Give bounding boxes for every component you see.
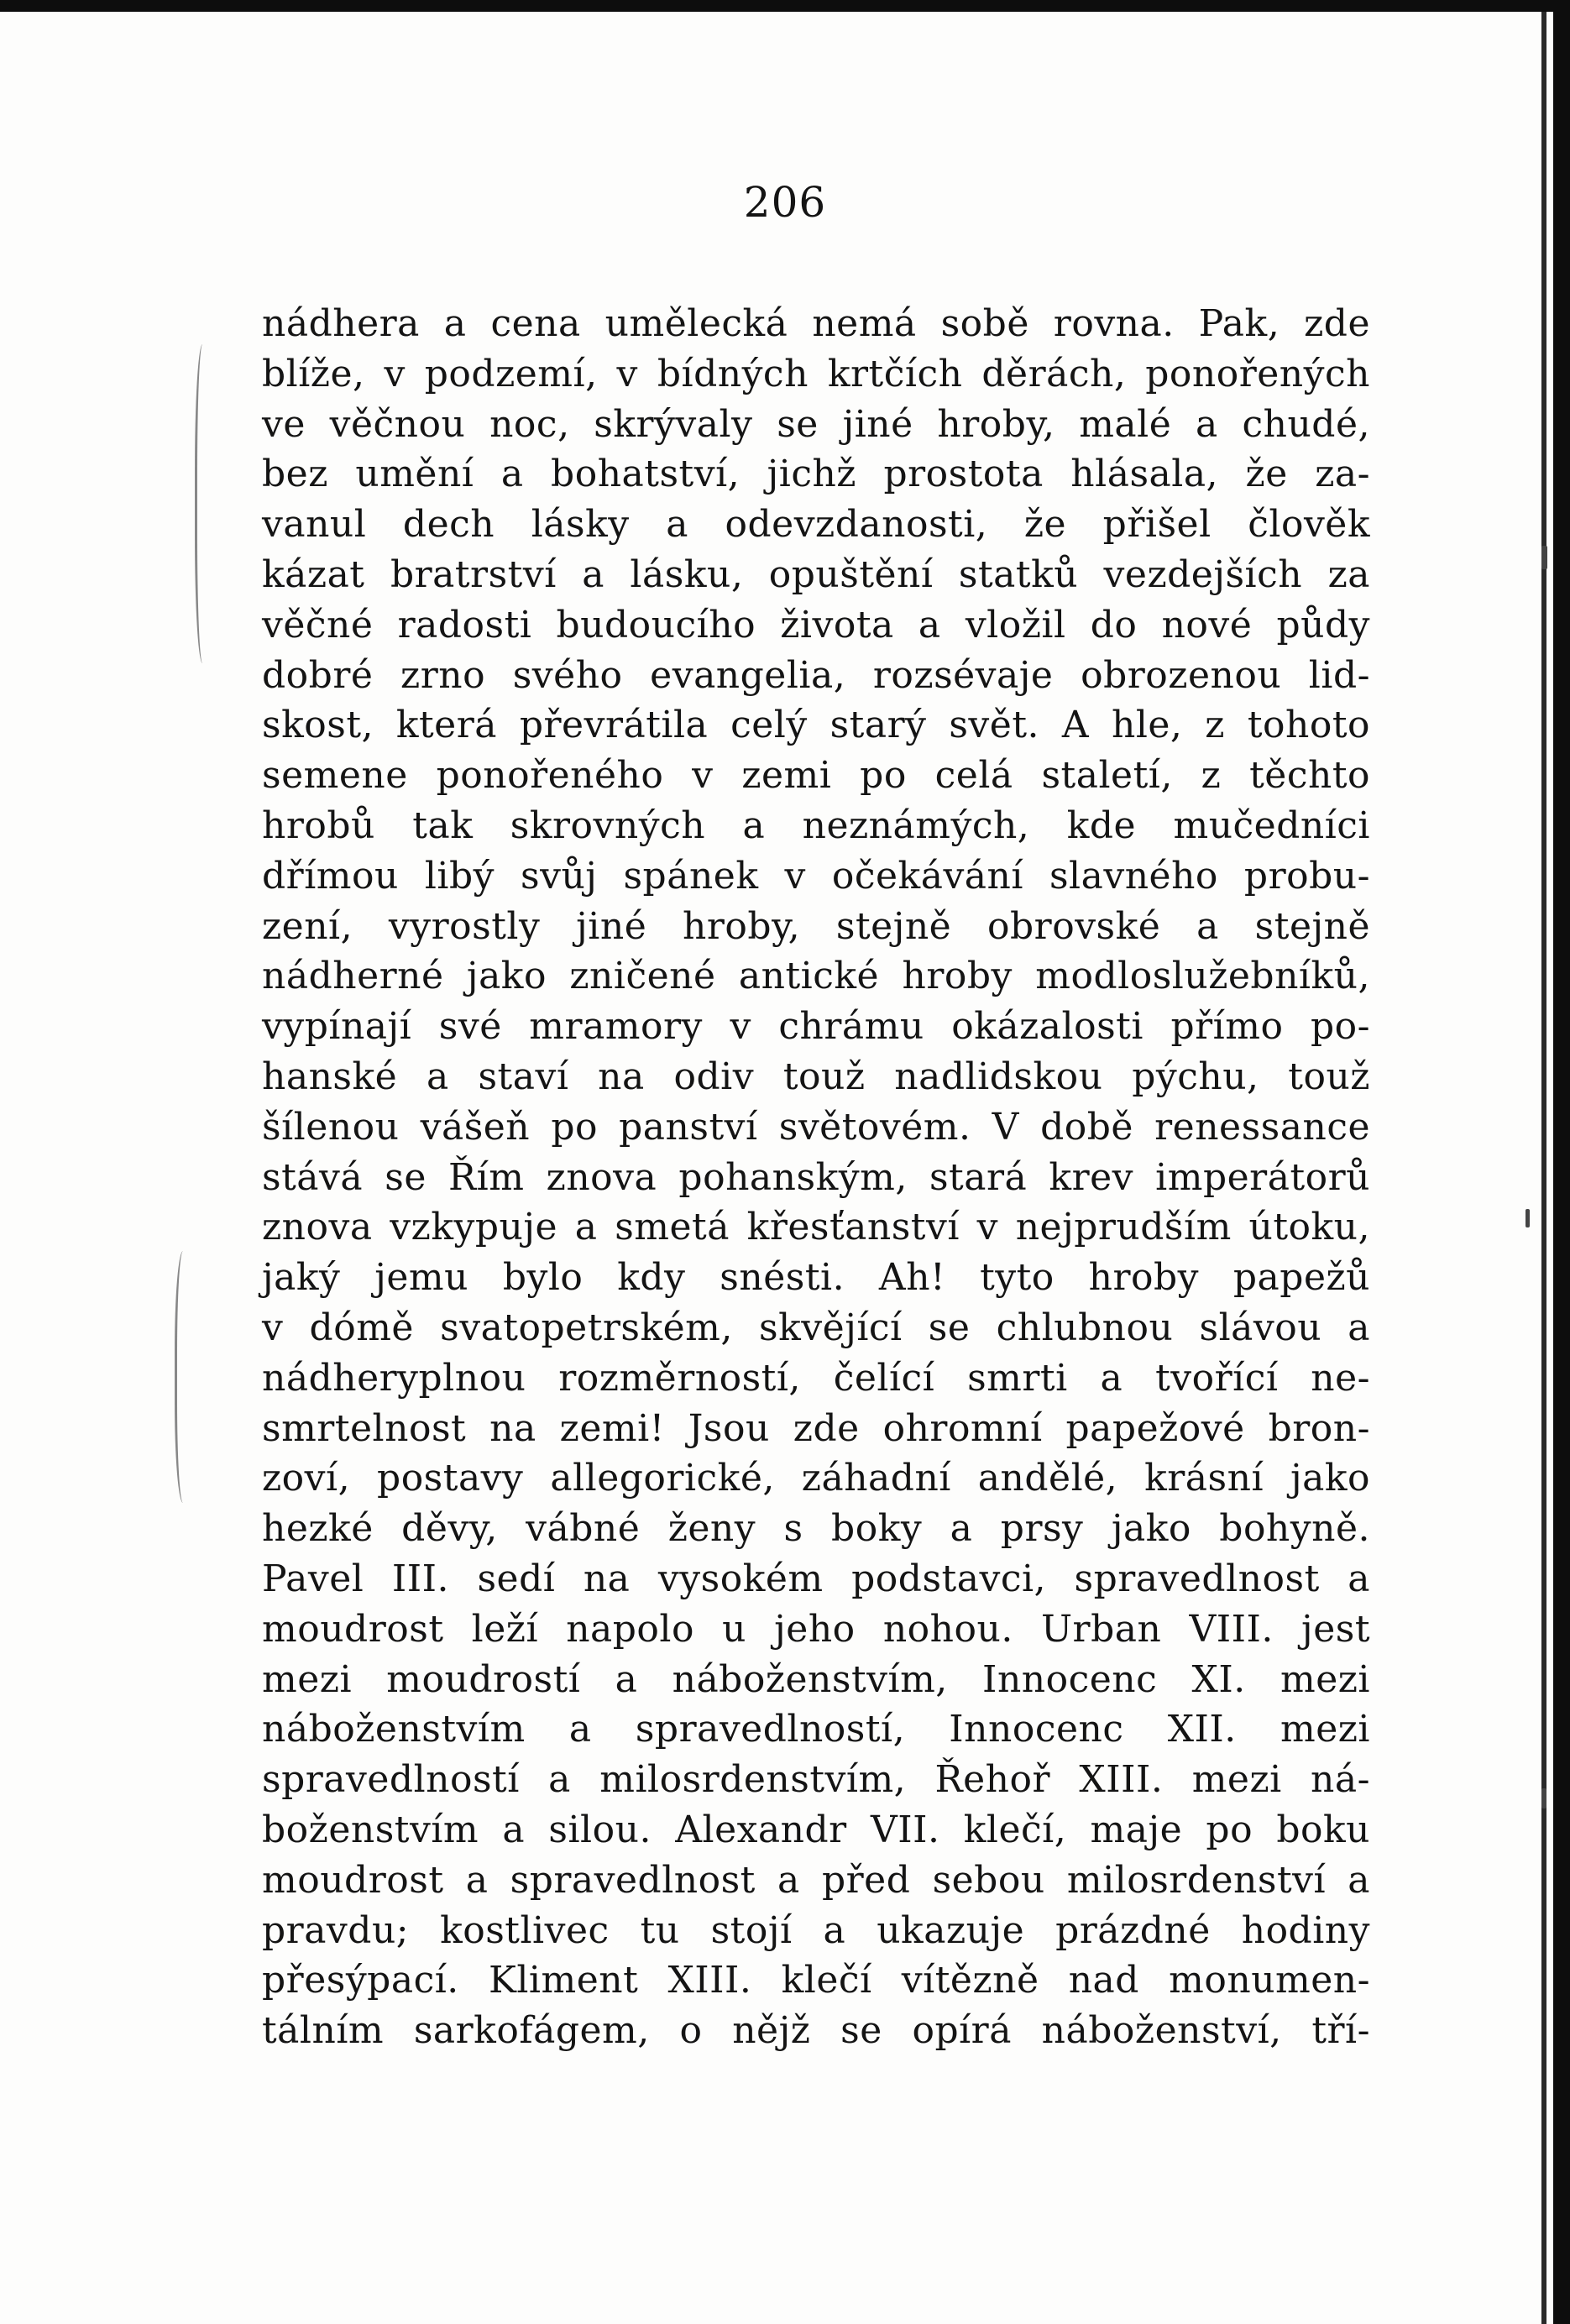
- text-line: bez umění a bohatství, jichž prostota hlásala, že za-: [262, 453, 1370, 496]
- text-line: nádhera a cena umělecká nemá sobě rovna. Pak, zde: [262, 302, 1370, 345]
- text-line: kázat bratrství a lásku, opuštění statků vezdejších za: [262, 552, 1370, 596]
- text-line: vypínají své mramory v chrámu okázalosti přímo po-: [262, 1005, 1370, 1049]
- text-line: Pavel III. sedí na vysokém podstavci, spravedlnost a: [262, 1557, 1370, 1600]
- text-line: hrobů tak skrovných a neznámých, kde mučedníci: [262, 803, 1370, 847]
- text-line: hanské a staví na odiv touž nadlidskou pýchu, touž: [262, 1055, 1370, 1098]
- text-line: nádherné jako zničené antické hroby modloslužebníků,: [262, 955, 1370, 998]
- text-line: tálním sarkofágem, o nějž se opírá náboženství, tří-: [262, 2009, 1370, 2053]
- text-line: šílenou vášeň po panství světovém. V době renessance: [262, 1105, 1370, 1149]
- page-edge-line: [1541, 12, 1546, 2324]
- text-line: vanul dech lásky a odevzdanosti, že přišel člověk: [262, 503, 1370, 547]
- scan-speck: [1526, 1209, 1530, 1227]
- text-line: boženstvím a silou. Alexandr VII. klečí, maje po boku: [262, 1808, 1370, 1851]
- text-line: blíže, v podzemí, v bídných krtčích děrách, ponořených: [262, 352, 1370, 395]
- text-line: ve věčnou noc, skrývaly se jiné hroby, malé a chudé,: [262, 402, 1370, 446]
- text-line: mezi moudrostí a náboženstvím, Innocenc XI. mezi: [262, 1657, 1370, 1701]
- text-line: pravdu; kostlivec tu stojí a ukazuje prázdné hodiny: [262, 1908, 1370, 1952]
- text-line: náboženstvím a spravedlností, Innocenc XII. mezi: [262, 1708, 1370, 1751]
- text-line: semene ponořeného v zemi po celá staletí, z těchto: [262, 754, 1370, 798]
- text-line: dobré zrno svého evangelia, rozsévaje obrozenou lid-: [262, 653, 1370, 697]
- scan-speck: [1541, 1788, 1546, 1808]
- text-line: zení, vyrostly jiné hroby, stejně obrovské a stejně: [262, 904, 1370, 948]
- body-text: [262, 299, 1370, 2056]
- text-line: smrtelnost na zemi! Jsou zde ohromní papežové bron-: [262, 1406, 1370, 1450]
- text-line: v dómě svatopetrském, skvějící se chlubnou slávou a: [262, 1306, 1370, 1349]
- scan-border-top: [0, 0, 1570, 12]
- scan-speck: [1541, 546, 1547, 569]
- scan-border-right: [1553, 0, 1570, 2324]
- text-line: stává se Řím znova pohanským, stará krev imperátorů: [262, 1155, 1370, 1199]
- text-line: hezké děvy, vábné ženy s boky a prsy jako bohyně.: [262, 1507, 1370, 1551]
- margin-mark: [175, 1251, 196, 1503]
- text-line: znova vzkypuje a smetá křesťanství v nejprudším útoku,: [262, 1206, 1370, 1249]
- text-line: moudrost a spravedlnost a před sebou milosrdenství a: [262, 1858, 1370, 1902]
- margin-mark: [195, 344, 214, 663]
- text-line: dřímou libý svůj spánek v očekávání slavného probu-: [262, 854, 1370, 898]
- text-line: nádheryplnou rozměrností, čelící smrti a tvořící ne-: [262, 1356, 1370, 1400]
- text-line: spravedlností a milosrdenstvím, Řehoř XIII. mezi ná-: [262, 1758, 1370, 1802]
- text-line: věčné radosti budoucího života a vložil do nové půdy: [262, 603, 1370, 646]
- text-line: jaký jemu bylo kdy snésti. Ah! tyto hroby papežů: [262, 1256, 1370, 1300]
- text-line: zoví, postavy allegorické, záhadní andělé, krásní jako: [262, 1457, 1370, 1500]
- text-line: moudrost leží napolo u jeho nohou. Urban VIII. jest: [262, 1607, 1370, 1651]
- text-line: skost, která převrátila celý starý svět. A hle, z tohoto: [262, 704, 1370, 747]
- text-line: přesýpací. Kliment XIII. klečí vítězně nad monumen-: [262, 1959, 1370, 2002]
- page-number: 206: [743, 178, 827, 227]
